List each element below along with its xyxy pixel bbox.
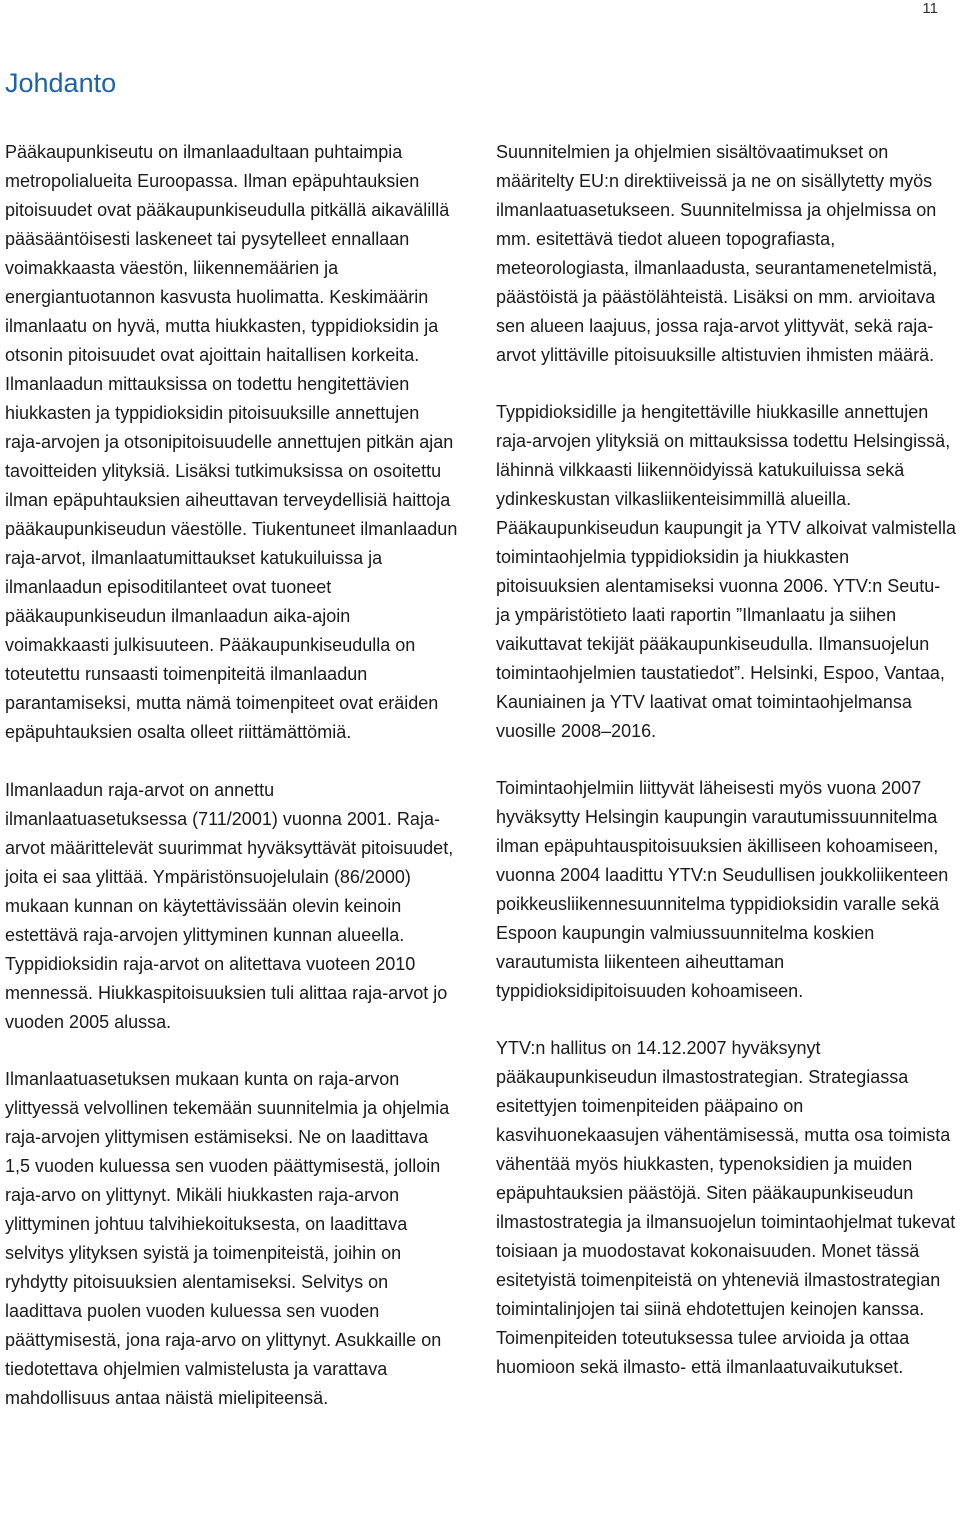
right-paragraph-2: Typpidioksidille ja hengitettäville hiukkasille annettujen raja-arvojen ylityksiä on mittauksissa todettu Helsingissä, lähinnä vilkkaasti liikennöidyissä katukuiluissa sekä ydinkeskustan vilkasliikenteisimmillä alueilla. Pääkaupunkiseudun kaupungit ja YTV alkoivat valmistella toimintaohjelmia typpidioksidin ja hiukkasten pitoisuuksien alentamiseksi vuonna 2006. YTV:n Seutu- ja ympäristötieto laati raportin ”Ilmanlaatu ja siihen vaikuttavat tekijät pääkaupunkiseudulla. Ilmansuojelun toimintaohjelmien taustatiedot”. Helsinki, Espoo, Vantaa, Kauniainen ja YTV laativat omat toimintaohjelmansa vuosille 2008–2016.: [496, 402, 956, 741]
page-title: Johdanto: [5, 68, 117, 98]
right-column: [496, 138, 956, 1382]
page-number: 11: [922, 0, 938, 17]
left-paragraph-3: Ilmanlaatuasetuksen mukaan kunta on raja-arvon ylittyessä velvollinen tekemään suunnitelmia ja ohjelmia raja-arvojen ylittymisen estämiseksi. Ne on laadittava 1,5 vuoden kuluessa sen vuoden päättymisestä, jolloin raja-arvo on ylittynyt. Mikäli hiukkasten raja-arvon ylittyminen johtuu talvihiekoituksesta, on laadittava selvitys ylityksen syistä ja toimenpiteistä, joihin on ryhdytty pitoisuuksien alentamiseksi. Selvitys on laadittava puolen vuoden kuluessa sen vuoden päättymisestä, jona raja-arvo on ylittynyt. Asukkaille on tiedotettava ohjelmien valmistelusta ja varattava mahdollisuus antaa näistä mielipiteensä.: [5, 1069, 450, 1408]
right-paragraph-4: YTV:n hallitus on 14.12.2007 hyväksynyt pääkaupunkiseudun ilmastostrategian. Strategiassa esitettyjen toimenpiteiden pääpaino on kasvihuonekaasujen vähentämisessä, mutta osa toimista vähentää myös hiukkasten, typenoksidien ja muiden epäpuhtauksien päästöjä. Siten pääkaupunkiseudun ilmastostrategia ja ilmansuojelun toimintaohjelmat tukevat toisiaan ja muodostavat kokonaisuuden. Monet tässä esitetyistä toimenpiteistä on yhteneviä ilmastostrategian toimintalinjojen tai siinä ehdotettujen keinojen kanssa. Toimenpiteiden toteutuksessa tulee arvioida ja ottaa huomioon sekä ilmasto- että ilmanlaatuvaikutukset.: [496, 1038, 956, 1377]
left-paragraph-2: Ilmanlaadun raja-arvot on annettu ilmanlaatuasetuksessa (711/2001) vuonna 2001. Raja-arvot määrittelevät suurimmat hyväksyttävät pitoisuudet, joita ei saa ylittää. Ympäristönsuojelulain (86/2000) mukaan kunnan on käytettävissään olevin keinoin estettävä raja-arvojen ylittyminen kunnan alueella. Typpidioksidin raja-arvot on alitettava vuoteen 2010 mennessä. Hiukkaspitoisuuksien tuli alittaa raja-arvot jo vuoden 2005 alussa.: [5, 780, 454, 1032]
left-column: [5, 138, 458, 1413]
left-paragraph-1: Pääkaupunkiseutu on ilmanlaadultaan puhtaimpia metropolialueita Euroopassa. Ilman epäpuhtauksien pitoisuudet ovat pääkaupunkiseudulla pitkällä aikavälillä pääsääntöisesti laskeneet tai pysytelleet ennallaan voimakkaasta väestön, liikennemäärien ja energiantuotannon kasvusta huolimatta. Keskimäärin ilmanlaatu on hyvä, mutta hiukkasten, typpidioksidin ja otsonin pitoisuudet ovat ajoittain haitallisen korkeita. Ilmanlaadun mittauksissa on todettu hengitettävien hiukkasten ja typpidioksidin pitoisuuksille annettujen raja-arvojen ja otsonipitoisuudelle annettujen pitkän ajan tavoitteiden ylityksiä. Lisäksi tutkimuksissa on osoitettu ilman epäpuhtauksien aiheuttavan terveydellisiä haittoja pääkaupunkiseudun väestölle. Tiukentuneet ilmanlaadun raja-arvot, ilmanlaatumittaukset katukuiluissa ja ilmanlaadun episoditilanteet ovat tuoneet pääkaupunkiseudun ilmanlaadun aika-ajoin voimakkaasti julkisuuteen. Pääkaupunkiseudulla on toteutettu runsaasti toimenpiteitä ilmanlaadun parantamiseksi, mutta nämä toimenpiteet ovat eräiden epäpuhtauksien osalta olleet riittämättömiä.: [5, 142, 458, 742]
right-paragraph-1: Suunnitelmien ja ohjelmien sisältövaatimukset on määritelty EU:n direktiiveissä ja ne on sisällytetty myös ilmanlaatuasetukseen. Suunnitelmissa ja ohjelmissa on mm. esitettävä tiedot alueen topografiasta, meteorologiasta, ilmanlaadusta, seurantamenetelmistä, päästöistä ja päästölähteistä. Lisäksi on mm. arvioitava sen alueen laajuus, jossa raja-arvot ylittyvät, sekä raja-arvot ylittäville pitoisuuksille altistuvien ihmisten määrä.: [496, 142, 938, 365]
right-paragraph-3: Toimintaohjelmiin liittyvät läheisesti myös vuona 2007 hyväksytty Helsingin kaupungin varautumissuunnitelma ilman epäpuhtauspitoisuuksien äkilliseen kohoamiseen, vuonna 2004 laadittu YTV:n Seudullisen joukkoliikenteen poikkeusliikennesuunnitelma typpidioksidin varalle sekä Espoon kaupungin valmiussuunnitelma koskien varautumista liikenteen aiheuttaman typpidioksidipitoisuuden kohoamiseen.: [496, 778, 949, 1001]
